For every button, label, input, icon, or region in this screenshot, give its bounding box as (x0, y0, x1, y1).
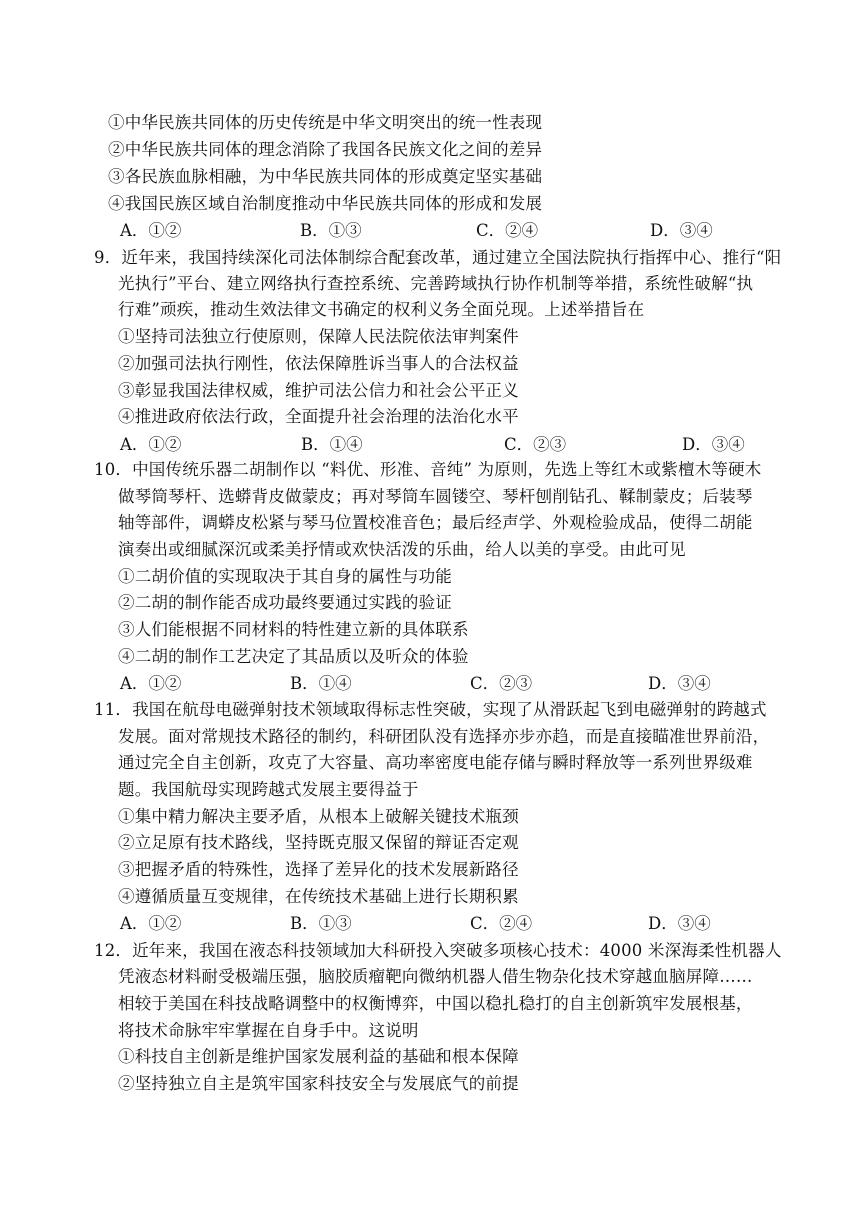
q10-statement-2: ②二胡的制作能否成功最终要通过实践的验证 (118, 593, 452, 612)
q8-option-d: D．③④ (650, 221, 713, 240)
q9-stem-line-3: 行难”顽疾，推动生效法律文书确定的权利义务全面兑现。上述举措旨在 (118, 300, 645, 319)
q11-statement-1: ①集中精力解决主要矛盾，从根本上破解关键技术瓶颈 (118, 807, 519, 826)
q11-option-d: D．③④ (648, 914, 711, 933)
q8-option-c: C．②④ (476, 221, 539, 240)
q9-options (120, 434, 820, 456)
q8-statement-4: ④我国民族区域自治制度推动中华民族共同体的形成和发展 (108, 194, 543, 213)
q11-option-c: C．②④ (470, 914, 533, 933)
q12-statement-2: ②坚持独立自主是筑牢国家科技安全与发展底气的前提 (118, 1074, 519, 1093)
q9-statement-1: ①坚持司法独立行使原则，保障人民法院依法审判案件 (118, 327, 519, 346)
q8-option-b: B．①③ (300, 221, 362, 240)
q10-options (120, 673, 820, 695)
q10-statement-1: ①二胡价值的实现取决于其自身的属性与功能 (118, 567, 452, 586)
q9-stem-line-2: 光执行”平台、建立网络执行查控系统、完善跨域执行协作机制等举措，系统性破解“执 (118, 274, 754, 293)
q11-option-a: A．①② (120, 914, 182, 933)
q12-stem-line-1: 12．近年来，我国在液态科技领域加大科研投入突破多项核心技术：4000 米深海柔性机器人 (94, 941, 782, 960)
q11-stem-line-2: 发展。面对常规技术路径的制约，科研团队没有选择亦步亦趋，而是直接瞄准世界前沿， (118, 727, 770, 746)
q11-stem-line-3: 通过完全自主创新，攻克了大容量、高功率密度电能存储与瞬时释放等一系列世界级难 (118, 753, 753, 772)
q10-statement-3: ③人们能根据不同材料的特性建立新的具体联系 (118, 620, 469, 639)
q11-stem-line-4: 题。我国航母实现跨越式发展主要得益于 (118, 780, 419, 799)
q9-statement-4: ④推进政府依法行政，全面提升社会治理的法治化水平 (118, 407, 519, 426)
q10-stem-line-4: 演奏出或细腻深沉或柔美抒情或欢快活泼的乐曲，给人以美的享受。由此可见 (118, 540, 686, 559)
q8-option-a: A．①② (120, 221, 182, 240)
q9-option-a: A．①② (120, 435, 182, 454)
q11-option-b: B．①③ (290, 914, 352, 933)
q9-option-b: B．①④ (301, 435, 363, 454)
q10-stem-line-1: 10．中国传统乐器二胡制作以 “料优、形准、音纯” 为原则，先选上等红木或紫檀木等硬木 (94, 460, 762, 479)
q11-statement-3: ③把握矛盾的特殊性，选择了差异化的技术发展新路径 (118, 860, 519, 879)
q11-options (120, 913, 820, 935)
q8-options (120, 220, 820, 242)
q12-stem-line-4: 将技术命脉牢牢掌握在自身手中。这说明 (118, 1021, 419, 1040)
q12-stem-line-3: 相较于美国在科技战略调整中的权衡博弈，中国以稳扎稳打的自主创新筑牢发展根基， (118, 994, 753, 1013)
q10-option-d: D．③④ (648, 674, 711, 693)
q10-stem-line-3: 轴等部件，调蟒皮松紧与琴马位置校准音色；最后经声学、外观检验成品，使得二胡能 (118, 513, 753, 532)
q12-stem-line-2: 凭液态材料耐受极端压强，脑胶质瘤靶向微纳机器人借生物杂化技术穿越血脑屏障…… (118, 967, 753, 986)
q11-statement-2: ②立足原有技术路线，坚持既克服又保留的辩证否定观 (118, 833, 519, 852)
q12-statement-1: ①科技自主创新是维护国家发展利益的基础和根本保障 (118, 1047, 519, 1066)
q10-statement-4: ④二胡的制作工艺决定了其品质以及听众的体验 (118, 647, 469, 666)
q8-statement-3: ③各民族血脉相融，为中华民族共同体的形成奠定坚实基础 (108, 167, 543, 186)
q8-statement-1: ①中华民族共同体的历史传统是中华文明突出的统一性表现 (108, 113, 543, 132)
q11-stem-line-1: 11．我国在航母电磁弹射技术领域取得标志性突破，实现了从滑跃起飞到电磁弹射的跨越式 (94, 700, 767, 719)
q10-option-a: A．①② (120, 674, 182, 693)
q10-option-c: C．②③ (470, 674, 533, 693)
q9-statement-3: ③彰显我国法律权威，维护司法公信力和社会公平正义 (118, 381, 519, 400)
q9-statement-2: ②加强司法执行刚性，依法保障胜诉当事人的合法权益 (118, 354, 519, 373)
q9-stem-line-1: 9．近年来，我国持续深化司法体制综合配套改革，通过建立全国法院执行指挥中心、推行“阳 (94, 248, 782, 267)
q9-option-d: D．③④ (682, 435, 745, 454)
q11-statement-4: ④遵循质量互变规律，在传统技术基础上进行长期积累 (118, 887, 519, 906)
q10-option-b: B．①④ (290, 674, 352, 693)
q10-stem-line-2: 做琴筒琴杆、选蟒背皮做蒙皮；再对琴筒车圆镂空、琴杆刨削钻孔、鞣制蒙皮；后装琴 (118, 487, 753, 506)
q8-statement-2: ②中华民族共同体的理念消除了我国各民族文化之间的差异 (108, 140, 543, 159)
q9-option-c: C．②③ (504, 435, 567, 454)
